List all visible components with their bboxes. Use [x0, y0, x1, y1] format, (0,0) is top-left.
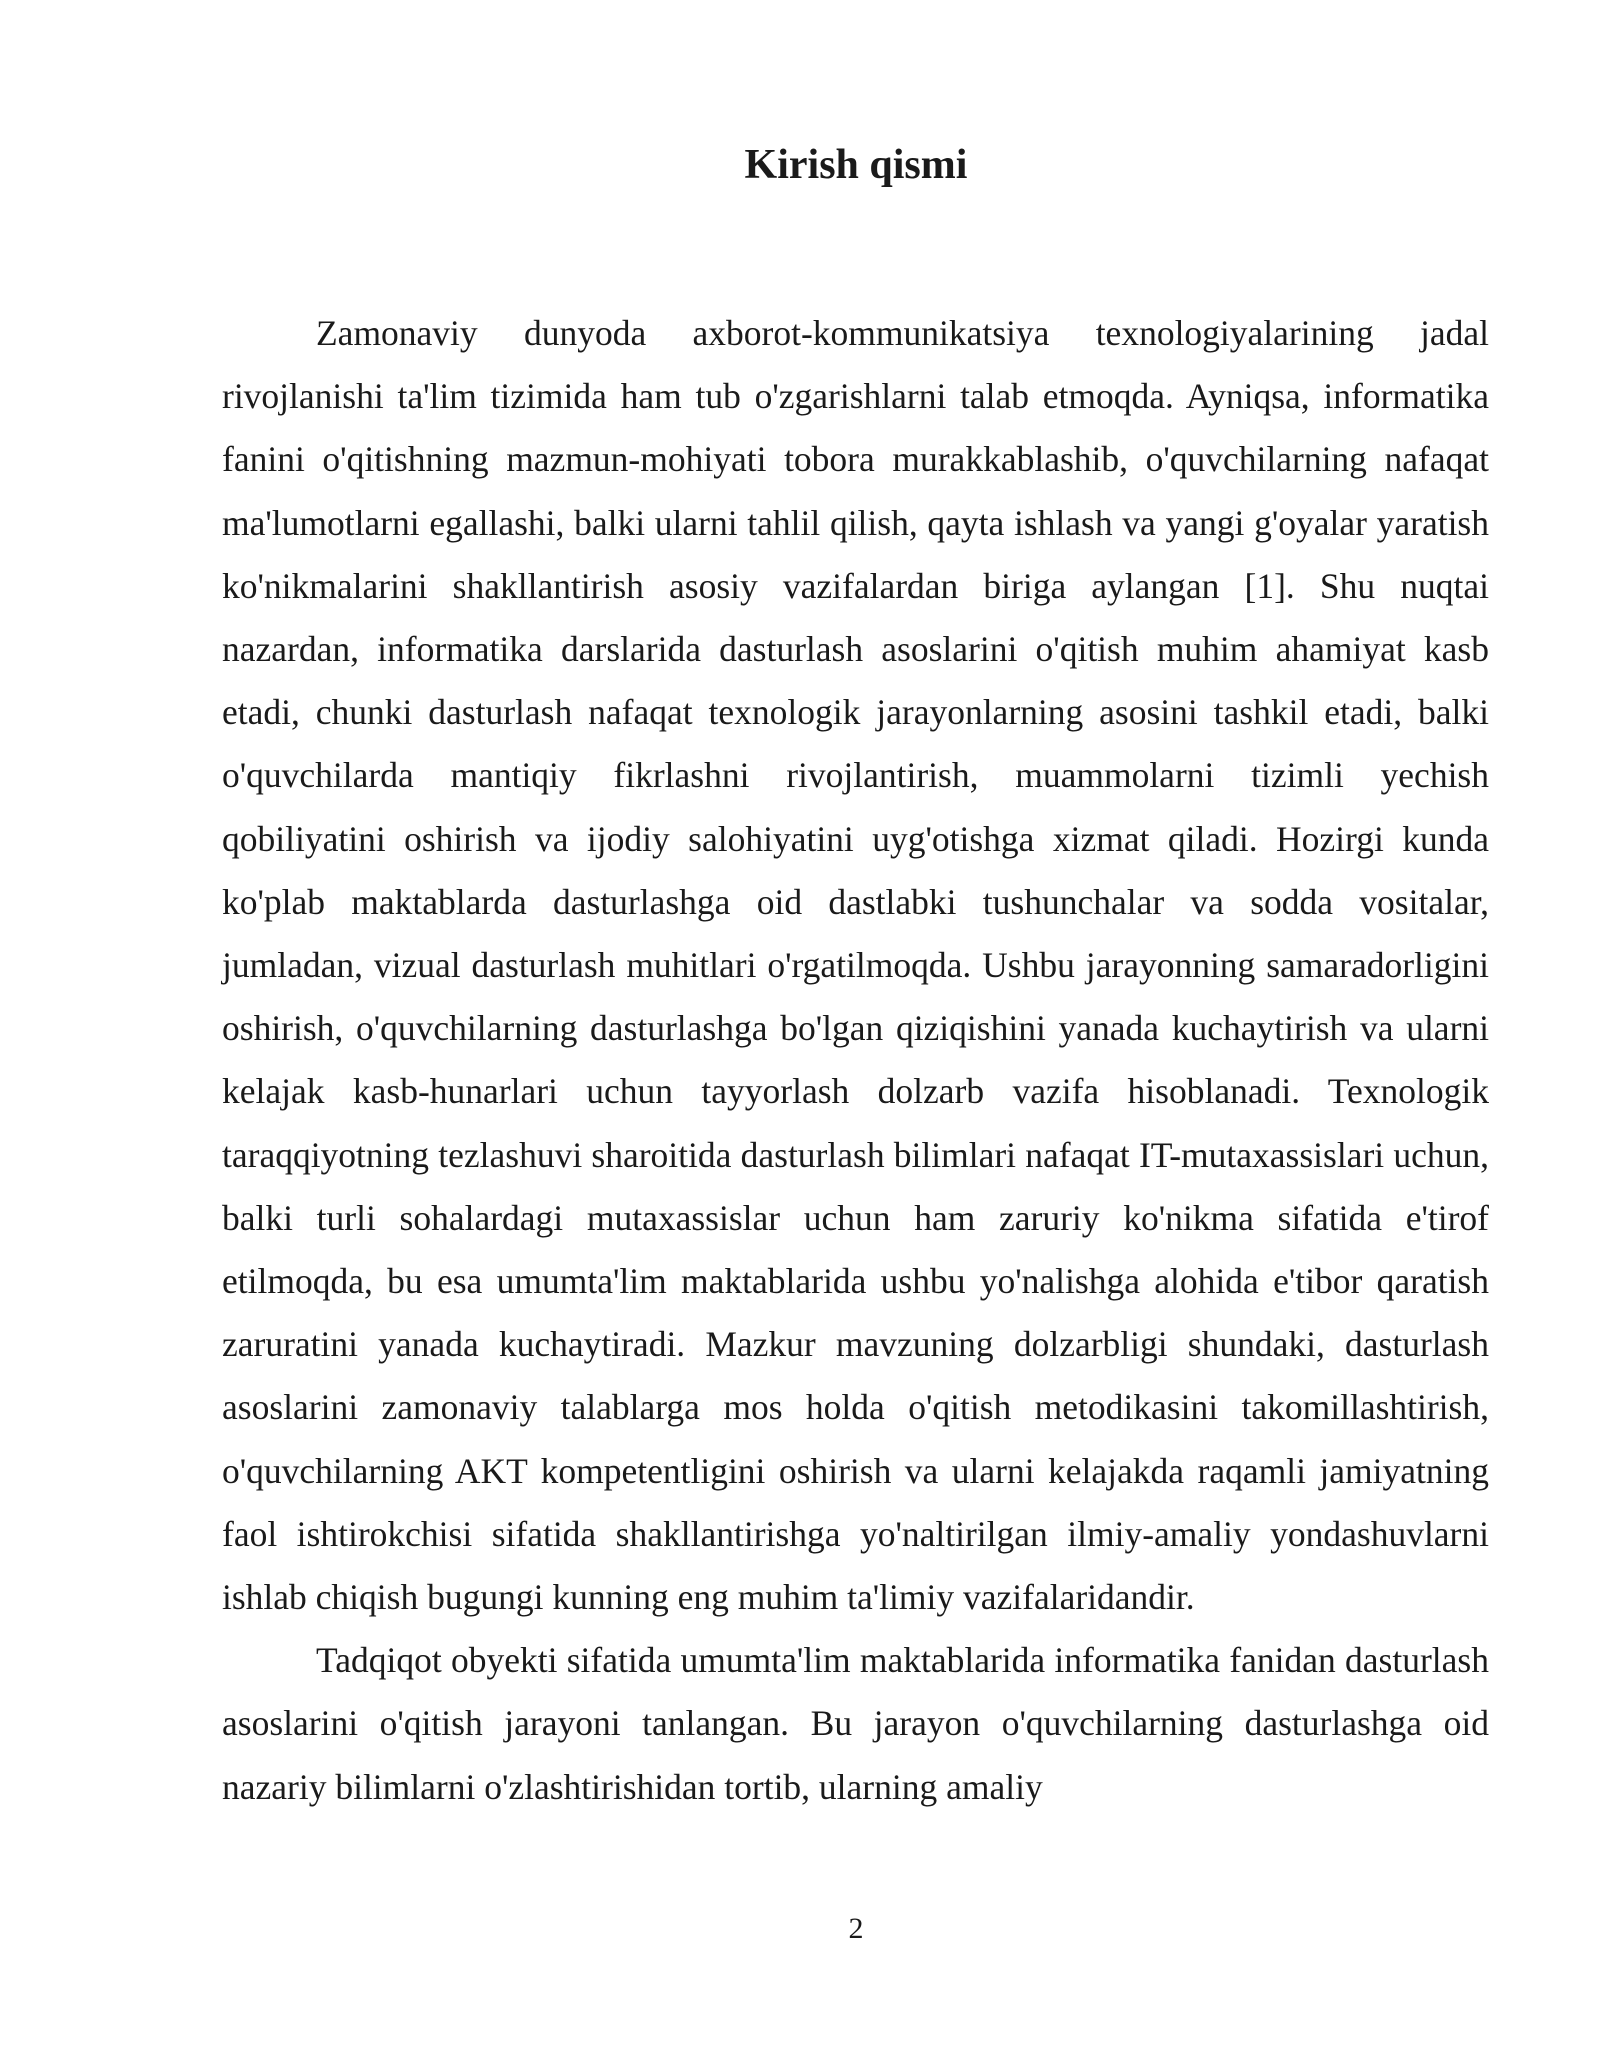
- page-title: Kirish qismi: [744, 142, 968, 188]
- page-number: 2: [848, 1912, 864, 1945]
- paragraph-introduction: Zamonaviy dunyoda axborot-kommunikatsiya texnologiyalarining jadal rivojlanishi ta'lim tizimida ham tub o'zgarishlarni talab etmoqda. Ayniqsa, informatika fanini o'qitishning mazmun-mohiyati tobora murakkablashib, o'quvchilarning nafaqat ma'lumotlarni egallashi, balki ularni tahlil qilish, qayta ishlash va yangi g'oyalar yaratish ko'nikmalarini shakllantirish asosiy vazifalardan biriga aylangan [1]. Shu nuqtai nazardan, informatika darslarida dasturlash asoslarini o'qitish muhim ahamiyat kasb etadi, chunki dasturlash nafaqat texnologik jarayonlarning asosini tashkil etadi, balki o'quvchilarda mantiqiy fikrlashni rivojlantirish, muammolarni tizimli yechish qobiliyatini oshirish va ijodiy salohiyatini uyg'otishga xizmat qiladi. Hozirgi kunda ko'plab maktablarda dasturlashga oid dastlabki tushunchalar va sodda vositalar, jumladan, vizual dasturlash muhitlari o'rgatilmoqda. Ushbu jarayonning samaradorligini oshirish, o'quvchilarning dasturlashga bo'lgan qiziqishini yanada kuchaytirish va ularni kelajak kasb-hunarlari uchun tayyorlash dolzarb vazifa hisoblanadi. Texnologik taraqqiyotning tezlashuvi sharoitida dasturlash bilimlari nafaqat IT-mutaxassislari uchun, balki turli sohalardagi mutaxassislar uchun ham zaruriy ko'nikma sifatida e'tirof etilmoqda, bu esa umumta'lim maktablarida ushbu yo'nalishga alohida e'tibor qaratish zaruratini yanada kuchaytiradi. Mazkur mavzuning dolzarbligi shundaki, dasturlash asoslarini zamonaviy talablarga mos holda o'qitish metodikasini takomillashtirish, o'quvchilarning AKT kompetentligini oshirish va ularni kelajakda raqamli jamiyatning faol ishtirokchisi sifatida shakllantirishga yo'naltirilgan ilmiy-amaliy yondashuvlarni ishlab chiqish bugungi kunning eng muhim ta'limiy vazifalaridandir.: [222, 313, 1489, 1618]
- paragraph-research-object: Tadqiqot obyekti sifatida umumta'lim maktablarida informatika fanidan dasturlash asoslarini o'qitish jarayoni tanlangan. Bu jarayon o'quvchilarning dasturlashga oid nazariy bilimlarni o'zlashtirishidan tortib, ularning amaliy: [222, 1640, 1489, 1807]
- body-text: [222, 302, 1489, 1819]
